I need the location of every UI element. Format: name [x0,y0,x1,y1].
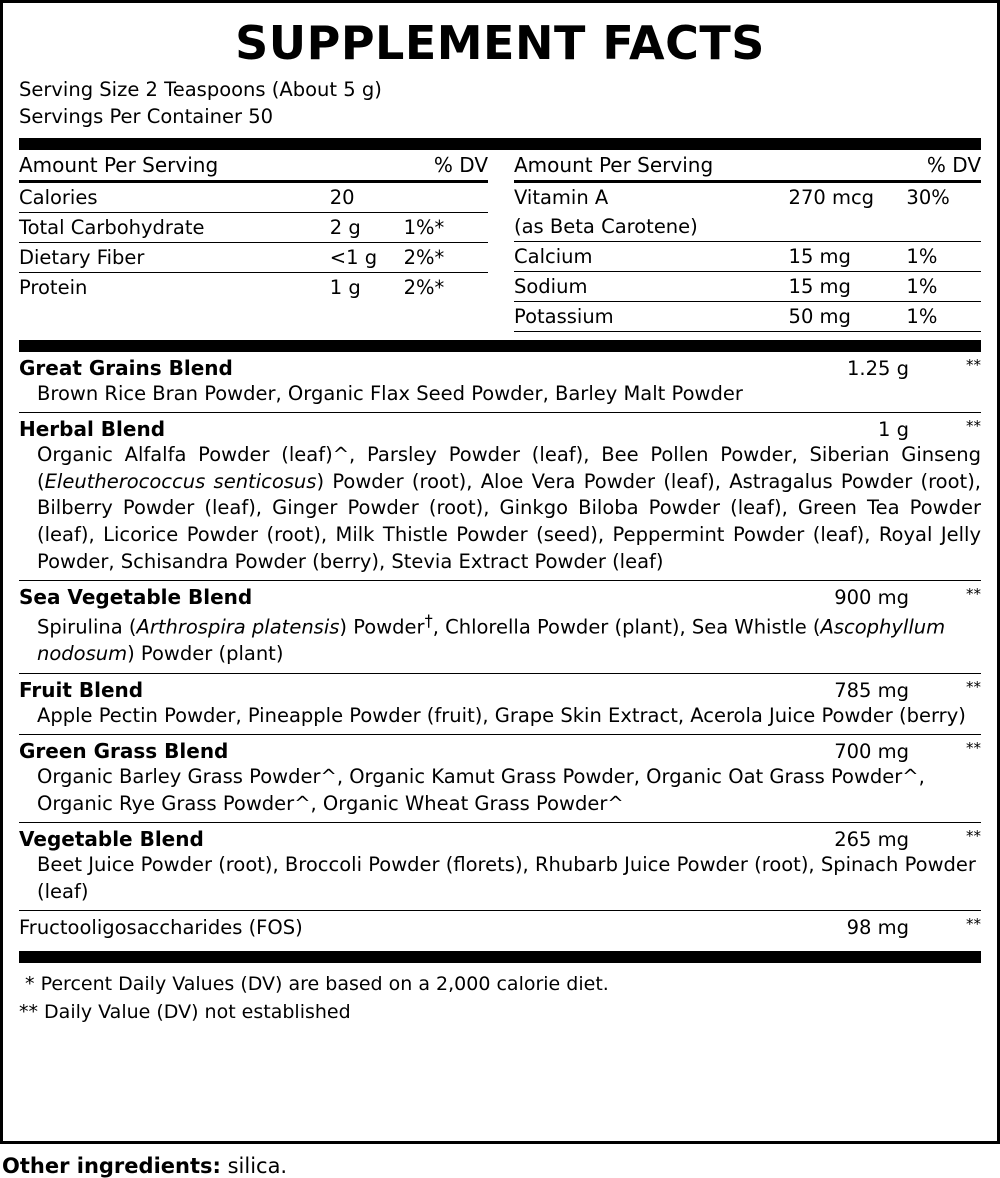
nutrient-name: Dietary Fiber [19,242,330,272]
servings-per-container: Servings Per Container 50 [19,104,274,128]
blend-amount: 1 g [878,418,909,442]
blend-name: Herbal Blend [19,417,166,442]
nutrient-column-left [19,150,500,332]
blend-name: Green Grass Blend [19,739,229,764]
blend-list [19,352,981,943]
serving-size: Serving Size 2 Teaspoons (About 5 g) [19,78,382,102]
blend-ingredients: Apple Pectin Powder, Pineapple Powder (fruit), Grape Skin Extract, Acerola Juice Powder (berry) [37,703,966,727]
footnote-dv-not-established: ** Daily Value (DV) not established [19,1000,351,1023]
page-title: SUPPLEMENT FACTS [235,16,765,70]
nutrient-name: Calories [19,181,330,212]
nutrient-subname: (as Beta Carotene) [514,212,789,242]
column-header-dv: % DV [906,150,981,182]
nutrient-amount: 50 mg [789,301,907,331]
nutrient-name: Total Carbohydrate [19,212,330,242]
table-row [514,181,981,212]
blend-dv: ** [966,739,981,758]
nutrient-dv: 30% [906,185,950,209]
other-ingredients [0,1144,1000,1178]
other-ingredients-label: Other ingredients: [2,1154,221,1178]
blend-ingredients: Organic Alfalfa Powder (leaf)^, Parsley Powder (leaf), Bee Pollen Powder, Siberian Ginseng (Eleutherococcus senticosus) Powder (root), Aloe Vera Powder (leaf), Astragalus Powder (root), Bilberry Powder (leaf), Ginger Powder (root), Ginkgo Biloba Powder (leaf), Green Tea Powder (leaf), Licorice Powder (root), Milk Thistle Powder (seed), Peppermint Powder (leaf), Royal Jelly Powder, Schisandra Powder (berry), Stevia Extract Powder (leaf) [37,443,981,573]
nutrient-amount: <1 g [330,242,404,272]
nutrient-dv: 2%* [404,242,488,272]
column-header-amount-value [789,150,907,182]
divider-thick-bottom [19,951,981,963]
blend-dv: ** [966,677,981,696]
blend-amount: 785 mg [834,678,909,702]
column-header-amount: Amount Per Serving [514,150,789,182]
blend-dv: ** [966,417,981,436]
blend-dv: ** [966,827,981,846]
blend-amount: 265 mg [834,828,909,852]
column-header-dv: % DV [404,150,488,182]
nutrient-dv: 2%* [403,275,445,299]
blend-sea-vegetable [19,580,981,673]
blend-ingredients: Beet Juice Powder (root), Broccoli Powder (florets), Rhubarb Juice Powder (root), Spinach Powder (leaf) [37,853,976,903]
table-row [514,241,981,271]
nutrient-name: Sodium [514,271,789,301]
ingredient-amount: 98 mg [846,916,909,940]
blend-header [19,678,981,702]
ingredient-name: Fructooligosaccharides (FOS) [19,916,303,940]
nutrient-dv: 1% [906,241,981,271]
nutrient-table-right [514,150,981,332]
nutrient-dv: 1%* [404,212,488,242]
blend-header [19,356,981,380]
blend-name: Fruit Blend [19,677,144,702]
nutrient-name: Protein [19,275,88,299]
blend-amount: 700 mg [834,740,909,764]
blend-amount: 900 mg [834,586,909,610]
blend-vegetable [19,822,981,910]
blend-name: Sea Vegetable Blend [19,585,253,610]
nutrient-name: Vitamin A [514,185,609,209]
blend-ingredients: Organic Barley Grass Powder^, Organic Kamut Grass Powder, Organic Oat Grass Powder^, Organic Rye Grass Powder^, Organic Wheat Grass Powder^ [37,765,925,815]
table-row [514,301,981,331]
ingredient-fos [19,910,981,943]
nutrient-dv: 1% [906,271,981,301]
nutrient-dv: 1% [906,301,981,331]
table-row [19,242,488,272]
nutrient-dv [404,181,488,212]
nutrient-table-left [19,150,488,302]
blend-herbal [19,412,981,580]
table-row [19,212,488,242]
nutrient-amount: 15 mg [789,241,907,271]
blend-amount: 1.25 g [847,356,909,380]
table-row-subname [514,212,981,242]
table-row [19,181,488,212]
blend-header [19,827,981,851]
nutrient-amount: 270 mcg [788,185,875,209]
nutrient-name: Calcium [514,241,789,271]
blend-ingredients: Spirulina (Arthrospira platensis) Powder†, Chlorella Powder (plant), Sea Whistle (Ascophyllum nodosum) Powder (plant) [37,611,946,666]
footnote-percent-dv: * Percent Daily Values (DV) are based on a 2,000 calorie diet. [19,973,609,996]
blend-green-grass [19,734,981,822]
ingredient-dv: ** [966,915,981,934]
divider-thick-top [19,138,981,150]
table-row [514,271,981,301]
blend-great-grains [19,352,981,413]
blend-name: Great Grains Blend [19,355,233,380]
blend-name: Vegetable Blend [19,827,204,852]
divider-thick-middle [19,340,981,352]
nutrient-column-right [500,150,981,332]
column-header-amount-value [330,150,404,182]
footnotes [19,963,981,1032]
table-header-row-right [514,150,981,182]
nutrient-name: Potassium [514,301,789,331]
blend-ingredients: Brown Rice Bran Powder, Organic Flax Seed Powder, Barley Malt Powder [37,381,743,405]
other-ingredients-value: silica. [227,1154,288,1178]
blend-header [19,417,981,441]
table-header-row-left [19,150,488,182]
table-row [19,272,488,302]
blend-dv: ** [966,355,981,374]
nutrient-columns [19,150,981,332]
nutrient-amount: 15 mg [789,271,907,301]
blend-fruit [19,673,981,735]
blend-header [19,585,981,609]
blend-dv: ** [966,585,981,604]
blend-header [19,739,981,763]
nutrient-amount: 2 g [330,212,404,242]
column-header-amount: Amount Per Serving [19,150,330,182]
nutrient-amount: 20 [330,181,404,212]
nutrient-amount: 1 g [329,275,361,299]
